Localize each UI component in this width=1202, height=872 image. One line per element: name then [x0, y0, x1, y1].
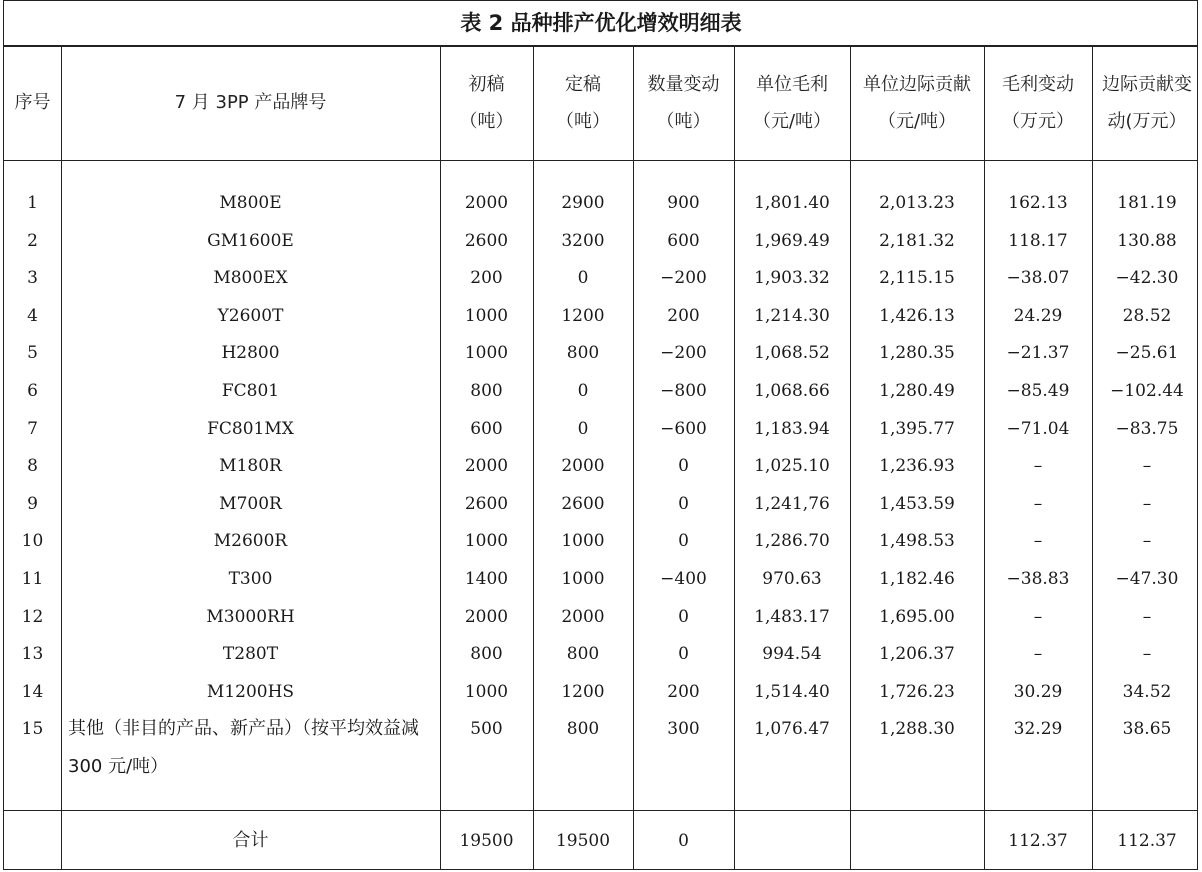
header-unit-margin-unit: （元/吨）: [752, 111, 832, 132]
row-brand: M3000RH: [206, 607, 295, 627]
header-contribution-change: 边际贡献变: [1102, 74, 1192, 95]
row-final: 0: [577, 381, 589, 401]
total-final: 19500: [555, 831, 611, 851]
table-row: [0, 298, 1202, 335]
row-draft: 800: [470, 381, 503, 401]
table-row: [0, 486, 1202, 523]
header-profit-change-unit: （万元）: [1002, 111, 1074, 132]
header-brand: 7 月 3PP 产品牌号: [174, 92, 327, 113]
row-unit-margin: 1,068.66: [754, 381, 830, 401]
row-unit-margin: 1,483.17: [754, 607, 830, 627]
row-profit-change: –: [1033, 494, 1043, 514]
header-qty-change-unit: （吨）: [656, 111, 711, 132]
row-seq: 5: [27, 343, 38, 363]
total-row: [0, 811, 1202, 869]
total-unit-contribution: [850, 811, 984, 871]
row-brand: H2800: [221, 343, 280, 363]
header-unit-contribution-unit: （元/吨）: [877, 111, 957, 132]
row-draft: 1400: [464, 569, 509, 589]
row-unit-contribution: 1,236.93: [879, 456, 955, 476]
row-unit-contribution: 1,498.53: [879, 531, 955, 551]
row-draft: 2600: [464, 494, 509, 514]
row-unit-margin: 1,241,76: [754, 494, 830, 514]
row-contribution-change: 28.52: [1122, 306, 1172, 326]
row-final: 800: [566, 343, 600, 363]
row-unit-margin: 1,969.49: [754, 231, 830, 251]
row-brand: T280T: [222, 644, 279, 664]
table-row: [0, 674, 1202, 711]
row-unit-contribution: 2,115.15: [879, 268, 955, 288]
row-qty-change: 900: [667, 193, 700, 213]
header-unit-contribution: 单位边际贡献: [863, 74, 971, 95]
row-draft: 1000: [464, 343, 509, 363]
row-draft: 2000: [464, 456, 509, 476]
header-final-unit: （吨）: [556, 111, 610, 132]
row-contribution-change: –: [1142, 607, 1152, 627]
table-row: [0, 636, 1202, 673]
row-brand: [68, 710, 438, 786]
row-unit-contribution: 1,182.46: [879, 569, 955, 589]
row-draft: 2000: [464, 193, 509, 213]
header-profit-change: 毛利变动: [1002, 74, 1074, 95]
total-profit-change: 112.37: [1008, 831, 1068, 851]
header-seq: 序号: [14, 92, 51, 113]
row-qty-change: −800: [660, 381, 707, 401]
row-qty-change: 200: [667, 682, 700, 702]
row-unit-margin: 1,183.94: [754, 419, 830, 439]
row-profit-change: −21.37: [1006, 343, 1070, 363]
row-seq: 9: [27, 494, 38, 514]
row-profit-change: 24.29: [1013, 306, 1063, 326]
row-final: 0: [577, 419, 589, 439]
row-unit-margin: 1,903.32: [754, 268, 830, 288]
table-title: 表 2 品种排产优化增效明细表: [460, 11, 742, 35]
row-seq: 1: [27, 193, 38, 213]
row-seq: 15: [21, 719, 44, 739]
table-row: [0, 599, 1202, 636]
row-final: 1200: [561, 682, 605, 702]
row-qty-change: −200: [660, 268, 707, 288]
header-unit-margin: 单位毛利: [756, 74, 828, 95]
row-final: 2000: [561, 607, 605, 627]
row-draft: 2600: [464, 231, 509, 251]
row-contribution-change: −25.61: [1115, 343, 1179, 363]
row-final: 1000: [561, 531, 605, 551]
row-brand: M800E: [219, 193, 282, 213]
row-brand-line: 300 元/吨）: [68, 756, 169, 777]
row-contribution-change: –: [1142, 494, 1152, 514]
row-profit-change: −85.49: [1006, 381, 1070, 401]
row-qty-change: 0: [678, 531, 689, 551]
row-unit-margin: 1,286.70: [754, 531, 830, 551]
row-draft: 2000: [464, 607, 509, 627]
row-seq: 3: [27, 268, 38, 288]
row-brand: FC801MX: [207, 419, 294, 439]
row-unit-margin: 1,025.10: [754, 456, 830, 476]
row-qty-change: 0: [678, 644, 689, 664]
total-label: 合计: [232, 830, 269, 851]
row-seq: 12: [21, 607, 44, 627]
row-unit-margin: 1,214.30: [754, 306, 830, 326]
table-row: [0, 523, 1202, 560]
table-row: [0, 335, 1202, 372]
row-contribution-change: −42.30: [1115, 268, 1179, 288]
row-profit-change: 32.29: [1013, 719, 1063, 739]
row-draft: 200: [470, 268, 503, 288]
row-brand: Y2600T: [217, 306, 284, 326]
row-final: 2900: [561, 193, 605, 213]
row-seq: 7: [27, 419, 38, 439]
row-seq: 6: [27, 381, 38, 401]
table-row: [0, 373, 1202, 410]
row-unit-contribution: 1,206.37: [879, 644, 955, 664]
row-unit-contribution: 1,280.49: [879, 381, 955, 401]
table-row: [0, 561, 1202, 598]
row-draft: 1000: [464, 306, 509, 326]
row-qty-change: −400: [660, 569, 707, 589]
row-contribution-change: −102.44: [1110, 381, 1184, 401]
row-unit-margin: 1,801.40: [754, 193, 830, 213]
row-seq: 4: [27, 306, 38, 326]
row-qty-change: 200: [667, 306, 700, 326]
row-final: 0: [577, 268, 589, 288]
row-unit-contribution: 2,013.23: [879, 193, 955, 213]
row-final: 3200: [561, 231, 605, 251]
row-unit-margin: 994.54: [762, 644, 822, 664]
row-seq: 10: [21, 531, 44, 551]
total-contribution-change: 112.37: [1117, 831, 1177, 851]
row-final: 2000: [561, 456, 605, 476]
row-profit-change: 118.17: [1008, 231, 1068, 251]
row-seq: 11: [21, 569, 44, 589]
row-profit-change: 162.13: [1008, 193, 1068, 213]
row-final: 1200: [561, 306, 605, 326]
row-profit-change: 30.29: [1013, 682, 1063, 702]
header-rule: [3, 160, 1198, 161]
row-unit-contribution: 2,181.32: [879, 231, 955, 251]
row-unit-contribution: 1,426.13: [879, 306, 955, 326]
row-contribution-change: –: [1142, 531, 1152, 551]
row-qty-change: 0: [678, 456, 689, 476]
row-profit-change: –: [1033, 531, 1043, 551]
row-qty-change: 0: [678, 607, 689, 627]
row-qty-change: −600: [660, 419, 707, 439]
row-final: 800: [566, 644, 600, 664]
total-draft: 19500: [459, 831, 514, 851]
row-final: 1000: [561, 569, 605, 589]
row-profit-change: –: [1033, 456, 1043, 476]
row-qty-change: 0: [678, 494, 689, 514]
total-unit-margin: [734, 811, 850, 871]
row-unit-contribution: 1,695.00: [879, 607, 955, 627]
table-row: [0, 448, 1202, 485]
table-row: [0, 411, 1202, 448]
table-row: [0, 223, 1202, 260]
row-unit-contribution: 1,453.59: [879, 494, 955, 514]
row-contribution-change: 38.65: [1122, 719, 1172, 739]
row-draft: 1000: [464, 531, 509, 551]
header-draft-unit: （吨）: [459, 111, 514, 132]
row-contribution-change: 34.52: [1122, 682, 1172, 702]
row-contribution-change: –: [1142, 644, 1152, 664]
row-profit-change: −38.83: [1006, 569, 1070, 589]
row-final: 800: [566, 719, 600, 739]
row-brand: T300: [228, 569, 273, 589]
row-unit-margin: 1,514.40: [754, 682, 830, 702]
row-unit-contribution: 1,395.77: [879, 419, 955, 439]
row-draft: 500: [470, 719, 503, 739]
row-draft: 800: [470, 644, 503, 664]
row-contribution-change: −83.75: [1115, 419, 1179, 439]
row-brand: M2600R: [213, 531, 288, 551]
row-draft: 1000: [464, 682, 509, 702]
row-profit-change: –: [1033, 607, 1043, 627]
title-rule: [3, 45, 1198, 47]
row-seq: 2: [27, 231, 38, 251]
row-unit-contribution: 1,288.30: [879, 719, 955, 739]
row-seq: 13: [21, 644, 44, 664]
row-final: 2600: [561, 494, 605, 514]
row-brand: M180R: [219, 456, 282, 476]
row-qty-change: 300: [667, 719, 700, 739]
row-brand: M700R: [219, 494, 282, 514]
row-qty-change: −200: [660, 343, 707, 363]
row-brand: M1200HS: [206, 682, 295, 702]
row-profit-change: –: [1033, 644, 1043, 664]
header-qty-change: 数量变动: [647, 74, 720, 95]
row-brand-line: 其他（非目的产品、新产品）（按平均效益减: [68, 718, 419, 739]
row-profit-change: −71.04: [1006, 419, 1070, 439]
top-rule: [3, 0, 1198, 1]
table-row: [0, 711, 1202, 777]
row-unit-contribution: 1,280.35: [879, 343, 955, 363]
row-contribution-change: –: [1142, 456, 1152, 476]
row-draft: 600: [470, 419, 503, 439]
row-contribution-change: 130.88: [1117, 231, 1177, 251]
header-contribution-change-unit: 动(万元）: [1107, 111, 1187, 132]
row-unit-contribution: 1,726.23: [879, 682, 955, 702]
row-unit-margin: 1,068.52: [754, 343, 830, 363]
row-unit-margin: 970.63: [762, 569, 822, 589]
table-row: [0, 260, 1202, 297]
row-seq: 8: [27, 456, 38, 476]
total-qty-change: 0: [678, 831, 689, 851]
row-contribution-change: −47.30: [1115, 569, 1179, 589]
header-draft: 初稿: [468, 74, 505, 95]
row-profit-change: −38.07: [1006, 268, 1070, 288]
row-contribution-change: 181.19: [1117, 193, 1177, 213]
table-row: [0, 185, 1202, 222]
row-seq: 14: [21, 682, 44, 702]
row-unit-margin: 1,076.47: [754, 719, 830, 739]
row-brand: GM1600E: [207, 231, 294, 251]
row-qty-change: 600: [667, 231, 700, 251]
row-brand: FC801: [221, 381, 280, 401]
header-final: 定稿: [565, 74, 601, 95]
row-brand: M800EX: [213, 268, 288, 288]
